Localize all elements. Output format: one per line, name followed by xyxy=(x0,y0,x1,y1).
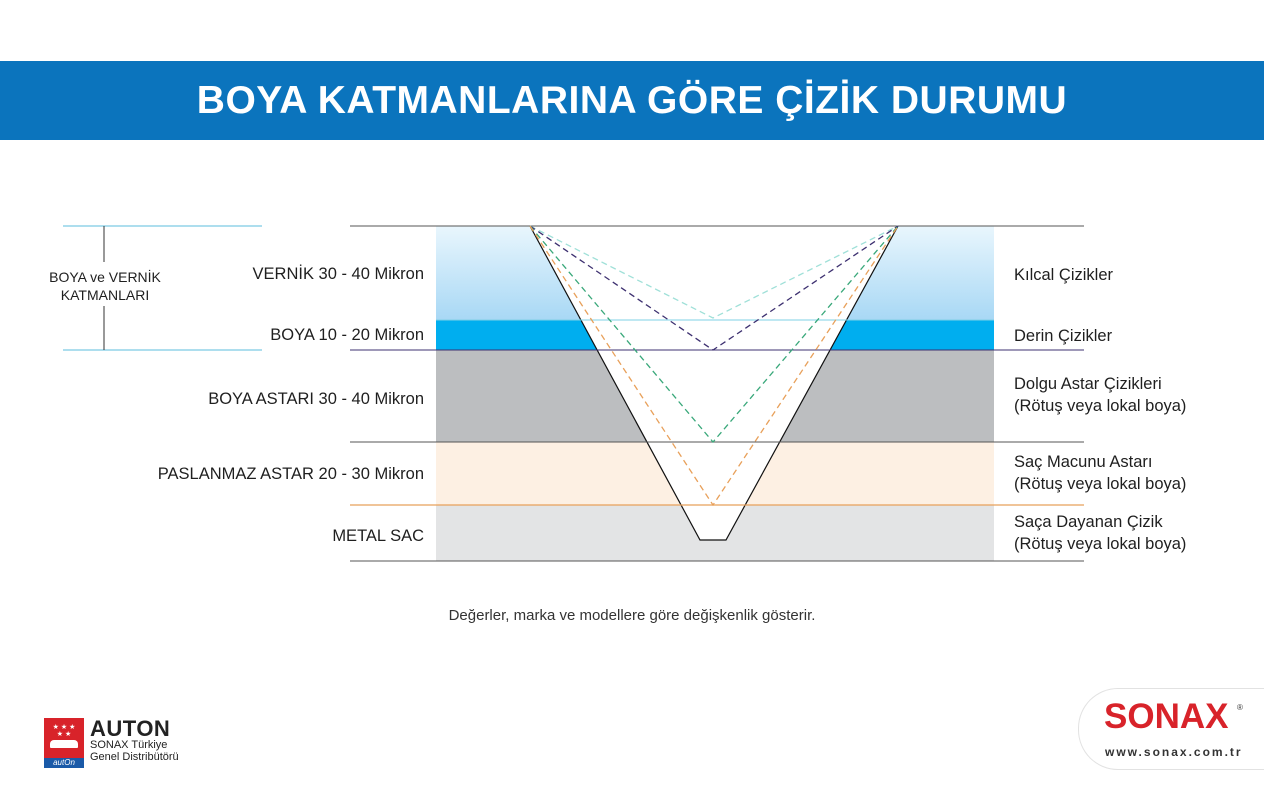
layer-label-primer: BOYA ASTARI 30 - 40 Mikron xyxy=(208,390,424,408)
page-title: BOYA KATMANLARINA GÖRE ÇİZİK DURUMU xyxy=(196,78,1068,122)
sonax-logo: SONAX xyxy=(1104,697,1229,736)
layer-label-metal: METAL SAC xyxy=(332,527,424,545)
scratch-label-rust-primer-line2: (Rötuş veya lokal boya) xyxy=(1014,475,1187,493)
scratch-label-rust-primer-line1: Saç Macunu Astarı xyxy=(1014,453,1153,471)
auton-mark-icon xyxy=(44,718,84,758)
group-label-line1: BOYA ve VERNİK xyxy=(49,269,161,285)
layer-label-rust-primer: PASLANMAZ ASTAR 20 - 30 Mikron xyxy=(157,465,424,483)
scratch-label-metal-line2: (Rötuş veya lokal boya) xyxy=(1014,535,1187,553)
scratch-label-rust-primer xyxy=(1014,451,1186,495)
group-label xyxy=(40,268,170,304)
sonax-url[interactable]: www.sonax.com.tr xyxy=(1105,745,1243,759)
scratch-label-paint xyxy=(1014,325,1112,347)
auton-logo xyxy=(44,716,204,766)
scratch-label-metal xyxy=(1014,511,1186,555)
scratch-label-paint-line1: Derin Çizikler xyxy=(1014,327,1113,345)
scratch-label-primer xyxy=(1014,373,1186,417)
scratch-label-varnish xyxy=(1014,264,1113,286)
stars-icon: ★ ★ ★ ★ ★ xyxy=(52,724,76,738)
auton-subtitle-2: Genel Distribütörü xyxy=(90,751,179,763)
auton-name: AUTON xyxy=(90,716,171,741)
scratch-label-primer-line1: Dolgu Astar Çizikleri xyxy=(1014,375,1162,393)
layer-label-paint: BOYA 10 - 20 Mikron xyxy=(270,326,424,344)
registered-mark-icon: ® xyxy=(1237,703,1243,712)
footnote: Değerler, marka ve modellere göre değişkenlik gösterir. xyxy=(448,607,816,624)
car-icon xyxy=(50,740,78,748)
scratch-label-varnish-line1: Kılcal Çizikler xyxy=(1014,266,1114,284)
group-label-line2: KATMANLARI xyxy=(60,287,150,303)
layer-label-varnish: VERNİK 30 - 40 Mikron xyxy=(252,265,424,283)
auton-mark-text: autOn xyxy=(44,758,84,768)
scratch-label-primer-line2: (Rötuş veya lokal boya) xyxy=(1014,397,1187,415)
scratch-label-metal-line1: Saça Dayanan Çizik xyxy=(1014,513,1163,531)
auton-subtitle-1: SONAX Türkiye xyxy=(90,739,168,751)
